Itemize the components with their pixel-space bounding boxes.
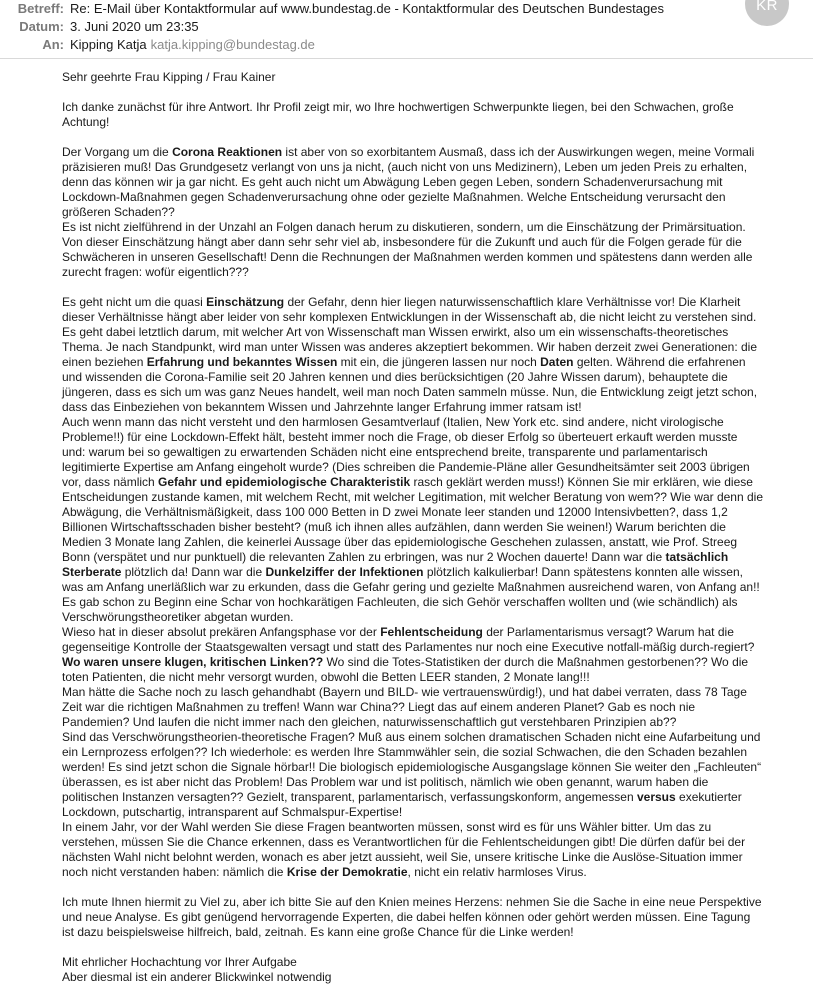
text-run: Thema. Je nach Standpunkt, wird man unter Wissen was anderes akzeptiert bekommen. Wir haben derzeit zwei Generationen: die	[62, 340, 758, 354]
text-run: Es geht nicht um die quasi	[62, 295, 207, 309]
text-run: Aber diesmal ist ein anderer Blickwinkel notwendig	[62, 970, 332, 984]
paragraph-request	[62, 895, 790, 940]
subject-label: Betreff:	[17, 1, 64, 16]
text-line	[62, 355, 790, 370]
closing	[62, 955, 790, 985]
text-run: mit ein, die jüngeren lassen nur noch	[337, 355, 541, 369]
text-line	[62, 700, 790, 715]
text-run: Medien 3 Monate lang Zahlen, die keinerlei Aussage über das epidemiologische Geschehen zulassen, anstatt, wie Prof. Streeg	[62, 535, 738, 549]
text-line	[62, 310, 790, 325]
text-run: In einem Jahr, vor der Wahl werden Sie diese Fragen beantworten müssen, sonst wird es für uns Wähler bitter. Um das zu	[62, 820, 712, 834]
text-line	[62, 685, 790, 700]
text-run: Abwägung, die Verhältnismäßigkeit, dass 100 000 Betten in D zwei Monate leer standen und 12000 Intensivbetten?, dass 1,2	[62, 505, 728, 519]
text-run: Zeit war die richtigen Maßnahmen zu treffen! Wann war China?? Liegt das auf einem anderen Planet? Gab es noch nie	[62, 700, 696, 714]
text-run: plötzlich da! Dann war die	[121, 565, 266, 579]
text-line	[62, 190, 790, 205]
text-line	[62, 655, 790, 670]
text-run: Ich danke zunächst für ihre Antwort. Ihr Profil zeigt mir, wo Ihre hochwertigen Schwerpunkte liegen, bei den Schwachen, große	[62, 100, 734, 114]
text-line	[62, 745, 790, 760]
bold-text: Einschätzung	[206, 295, 285, 309]
text-run: toten Patienten, die nicht mehr versorgt wurden, obwohl die Betten LEER standen, 2 Monate lang!!!	[62, 670, 590, 684]
text-line	[62, 925, 790, 940]
text-line	[62, 115, 790, 130]
text-run: Der Vorgang um die	[62, 145, 173, 159]
text-run: Billionen Wirtschaftsschaden bisher besteht? (muß ich ihnen alles aufzählen, dann werden Sie weinen!) Warum berichten die	[62, 520, 726, 534]
text-line	[62, 505, 790, 520]
text-run: ist dazu beispielsweise hilfreich, bald, zeitnah. Es kann eine große Chance für die Linke werden!	[62, 925, 574, 939]
bold-text: tatsächlich	[665, 550, 729, 564]
text-line	[62, 550, 790, 565]
text-line	[62, 265, 790, 280]
text-run: Man hätte die Sache noch zu lasch gehandhabt (Bayern und BILD- wie vertrauenswürdig!), und hat dabei verraten, dass 78 Tage	[62, 685, 747, 699]
text-run: der Gefahr, denn hier liegen naturwissenschaftlich klare Verhältnisse vor! Die Klarheit	[284, 295, 741, 309]
text-line	[62, 325, 790, 340]
text-line	[62, 760, 790, 775]
text-line	[62, 910, 790, 925]
text-line	[62, 835, 790, 850]
text-run: politischen Instanzen versagten?? Gezielt, transparent, parlamentarisch, verfassungskonform, angemessen	[62, 790, 637, 804]
paragraph-assessment	[62, 295, 790, 880]
bold-text: versus	[636, 790, 676, 804]
recipient-email[interactable]: katja.kipping@bundestag.de	[150, 37, 315, 52]
text-run: Wo sind die Totes-Statistiken der durch die Maßnahmen gestorbenen?? Wo die	[323, 655, 749, 669]
text-line	[62, 610, 790, 625]
text-run: dieser Verhältnisse hängt aber leider von sehr komplexen Entwicklungen in der Wissenschaft ab, die nicht leicht zu verstehen sind.	[62, 310, 757, 324]
text-line	[62, 535, 790, 550]
date-row	[0, 19, 199, 35]
text-run: gelten. Während die erfahrenen	[573, 355, 746, 369]
text-line	[62, 805, 790, 820]
text-line	[62, 430, 790, 445]
header-divider	[0, 58, 813, 59]
recipient-name[interactable]: Kipping Katja	[70, 37, 147, 52]
paragraph-corona-reaction	[62, 145, 790, 280]
text-run: legitimierte Expertise am Anfang eingeholt wurde? (Dies schreiben die Pandemie-Pläne aller Gesundheitsämter seit 2003 übrigen	[62, 460, 750, 474]
text-run: verstehen, müssen Sie die Chance erkennen, dass es Verantwortlichen für die Fehlentscheidungen gibt! Die dürfen dafür bei der	[62, 835, 746, 849]
text-run: ist aber von so exorbitantem Ausmaß, dass ich der Auswirkungen wegen, meine Vormali	[282, 145, 755, 159]
text-line	[62, 730, 790, 745]
text-line	[62, 460, 790, 475]
sender-avatar[interactable]: KR	[745, 0, 789, 26]
paragraph-gap	[62, 880, 790, 895]
text-run: gegenseitige Kontrolle der Staatsgewalten versagt und statt des Parlamentes nur noch eine Executive notfall-mäßig durch-regiert?	[62, 640, 755, 654]
text-line	[62, 790, 790, 805]
text-line	[62, 820, 790, 835]
text-run: zurecht fragen: wofür eigentlich???	[62, 265, 249, 279]
text-run: einen beziehen	[62, 355, 147, 369]
text-run: Schwächeren in unseren Gesellschaft! Denn die Rechnungen der Maßnahmen werden kommen und spätestens dann werden alle	[62, 250, 753, 264]
text-run: was am Anfang unerläßlich war zu erkunden, dass die Gefahr gering und gezielte Maßnahmen ausreichend waren, von Anfang an!!	[62, 580, 760, 594]
greeting: Sehr geehrte Frau Kipping / Frau Kainer	[62, 70, 276, 84]
text-run: jüngeren, dass es sich um was ganz Neues handelt, weil man noch Daten sammeln müsse. Nun, die Entwicklung zeigt jetzt schon,	[62, 385, 758, 399]
text-line	[62, 520, 790, 535]
date-label: Datum:	[19, 19, 64, 34]
text-line	[62, 715, 790, 730]
bold-text: Krise der Demokratie	[286, 865, 408, 879]
text-line	[62, 205, 790, 220]
text-line	[62, 445, 790, 460]
text-run: Probleme!!) für eine Lockdown-Effekt hält, besteht immer noch die Frage, ob dieser Erfolg so überteuert erkauft werden musste	[62, 430, 738, 444]
text-line	[62, 295, 790, 310]
paragraph-gap	[62, 85, 790, 100]
bold-text: Sterberate	[62, 565, 122, 579]
text-run: Es geht dabei letztlich darum, mit welcher Art von Wissenschaft man Wissen erwirkt, also um ein wissenschafts-theoretisches	[62, 325, 729, 339]
bold-text: Dunkelziffer der Infektionen	[265, 565, 424, 579]
text-line	[62, 235, 790, 250]
text-run: und neue Analyse. Es gibt genügend hervorragende Experten, die dabei helfen können oder gehört werden müssen. Eine Tagung	[62, 910, 751, 924]
paragraph-gap	[62, 280, 790, 295]
text-run: Pandemien? Und laufen die nicht immer nach den gleichen, naturwissenschaftlich gut verstehbaren Prinzipien ab??	[62, 715, 677, 729]
text-line	[62, 625, 790, 640]
text-run: rasch geklärt werden muss!) Können Sie mir erklären, wie diese	[410, 475, 753, 489]
text-run: der Parlamentarismus versagt? Warum hat die	[482, 625, 734, 639]
text-run: Von dieser Einschätzung hängt aber dann sehr sehr viel ab, insbesondere für die Zukunft und auch für die Folgen gerade für die	[62, 235, 742, 249]
text-run: Lockdown, putschartig, intransparent auf Schmalspur-Expertise!	[62, 805, 403, 819]
text-run: vor, dass nämlich	[62, 475, 159, 489]
text-run: größeren Schaden??	[62, 205, 175, 219]
text-run: Es ist nicht zielführend in der Unzahl an Folgen danach herum zu diskutieren, sondern, um die Einschätzung der Primärsituation.	[62, 220, 746, 234]
text-line	[62, 370, 790, 385]
text-run: Mit ehrlicher Hochachtung vor Ihrer Aufgabe	[62, 955, 297, 969]
text-run: Verschwörungstheoretiker abgetan wurden.	[62, 610, 294, 624]
text-run: und wissenden die Corona-Familie seit 20 Jahren kennen und dies berücksichtigen (20 Jahre Wissen darum), behauptete die	[62, 370, 728, 384]
text-run: nächsten Wahl nicht belohnt werden, wonach es aber jetzt aussieht, weil Sie, unsere kritische Linke die Auslöse-Situation immer	[62, 850, 743, 864]
text-line	[62, 400, 790, 415]
to-label: An:	[42, 37, 64, 52]
text-line	[62, 895, 790, 910]
text-run: Bonn (verspätet und nur punktuell) die relevanten Zahlen zu erbringen, was nur 2 Wochen dauerte! Dann war die	[62, 550, 666, 564]
text-line	[62, 100, 790, 115]
email-header	[0, 0, 813, 58]
text-line	[62, 175, 790, 190]
text-line	[62, 490, 790, 505]
text-line	[62, 340, 790, 355]
text-line	[62, 160, 790, 175]
recipient-row	[0, 37, 315, 53]
text-line	[62, 250, 790, 265]
paragraph-gap	[62, 130, 790, 145]
text-line	[62, 670, 790, 685]
text-run: Entscheidungen zustande kamen, mit welchem Recht, mit welcher Legitimation, mit welcher Beratung von wem?? Wie war denn die	[62, 490, 764, 504]
bold-text: Gefahr und epidemiologische Charakteristik	[158, 475, 411, 489]
text-line	[62, 385, 790, 400]
text-run: Achtung!	[62, 115, 110, 129]
bold-text: Daten	[540, 355, 574, 369]
text-run: Wieso hat in dieser absolut prekären Anfangsphase vor der	[62, 625, 381, 639]
text-line	[62, 565, 790, 580]
text-line	[62, 145, 790, 160]
text-run: dass das Einbeziehen von bekanntem Wissen und Jahrzehnte langer Erfahrung immer ratsam ist!	[62, 400, 582, 414]
text-run: Es gab schon zu Beginn eine Schar von hochkarätigen Fachleuten, die sich Gehör verschaffen wollten und (wie schändlich) als	[62, 595, 738, 609]
text-line	[62, 850, 790, 865]
text-line	[62, 970, 790, 985]
text-run: ein Lernprozess erfolgen?? Ich wiederhole: es werden Ihre Stammwähler sein, die sozial Schwachen, die den Schaden bezahlen	[62, 745, 748, 759]
text-line	[62, 775, 790, 790]
text-run: Ich mute Ihnen hiermit zu Viel zu, aber ich bitte Sie auf den Knien meines Herzens: nehmen Sie die Sache in eine neue Perspektive	[62, 895, 762, 909]
text-run: , nicht ein relativ harmloses Virus.	[407, 865, 587, 879]
bold-text: Wo waren unsere klugen, kritischen Linken??	[62, 655, 324, 669]
text-run: überassen, es ist aber nicht das Problem! Das Problem war und ist politisch, nämlich wie oben genannt, warum haben die	[62, 775, 709, 789]
date-value: 3. Juni 2020 um 23:35	[70, 19, 199, 34]
bold-text: Fehlentscheidung	[380, 625, 483, 639]
text-line	[62, 475, 790, 490]
text-line	[62, 595, 790, 610]
text-run: denn das können wir ja gar nicht. Es geht auch nicht um Abwägung Leben gegen Leben, sondern Schadenverursachung mit	[62, 175, 723, 189]
text-line	[62, 865, 790, 880]
subject-row	[0, 1, 664, 17]
text-run: werden! Es sind jetzt schon die Signale hörbar!! Die biologisch epidemiologische Ausgangslage können Sie weiter den „Fachleuten“	[62, 760, 762, 774]
paragraph-gap	[62, 940, 790, 955]
text-line	[62, 415, 790, 430]
text-line	[62, 955, 790, 970]
bold-text: Erfahrung und bekanntes Wissen	[146, 355, 338, 369]
text-run: präzisieren muß! Das Grundgesetz verlangt von uns ja nicht, (auch nicht von uns Medizinern), Leben um jeden Preis zu erhalten,	[62, 160, 748, 174]
paragraph-thanks	[62, 100, 790, 130]
text-run: Auch wenn mann das nicht versteht und den harmlosen Gesamtverlauf (Italien, New York etc. sind andere, nicht virologische	[62, 415, 724, 429]
text-run: exekutierter	[675, 790, 742, 804]
text-run: noch nicht verstanden haben: nämlich die	[62, 865, 287, 879]
text-line	[62, 580, 790, 595]
text-line	[62, 220, 790, 235]
text-run: Lockdown-Maßnahmen gegen Schadenverursachung ohne oder gezielte Maßnahmen. Welche Entscheidung verursacht den	[62, 190, 726, 204]
email-body	[62, 70, 790, 985]
text-run: plötzlich kalkulierbar! Dann spätestens konnten alle wissen,	[423, 565, 743, 579]
text-line	[62, 640, 790, 655]
subject-value[interactable]: Re: E-Mail über Kontaktformular auf www.bundestag.de - Kontaktformular des Deutschen Bundestages	[70, 1, 664, 16]
text-run: und: warum bei so gewaltigen zu erwartenden Schäden nicht eine entsprechend breite, transparente und parlamentarisch	[62, 445, 708, 459]
bold-text: Corona Reaktionen	[172, 145, 283, 159]
text-run: Sind das Verschwörungstheorien-theoretische Fragen? Muß aus einem solchen dramatischen Schaden nicht eine Aufarbeitung und	[62, 730, 761, 744]
